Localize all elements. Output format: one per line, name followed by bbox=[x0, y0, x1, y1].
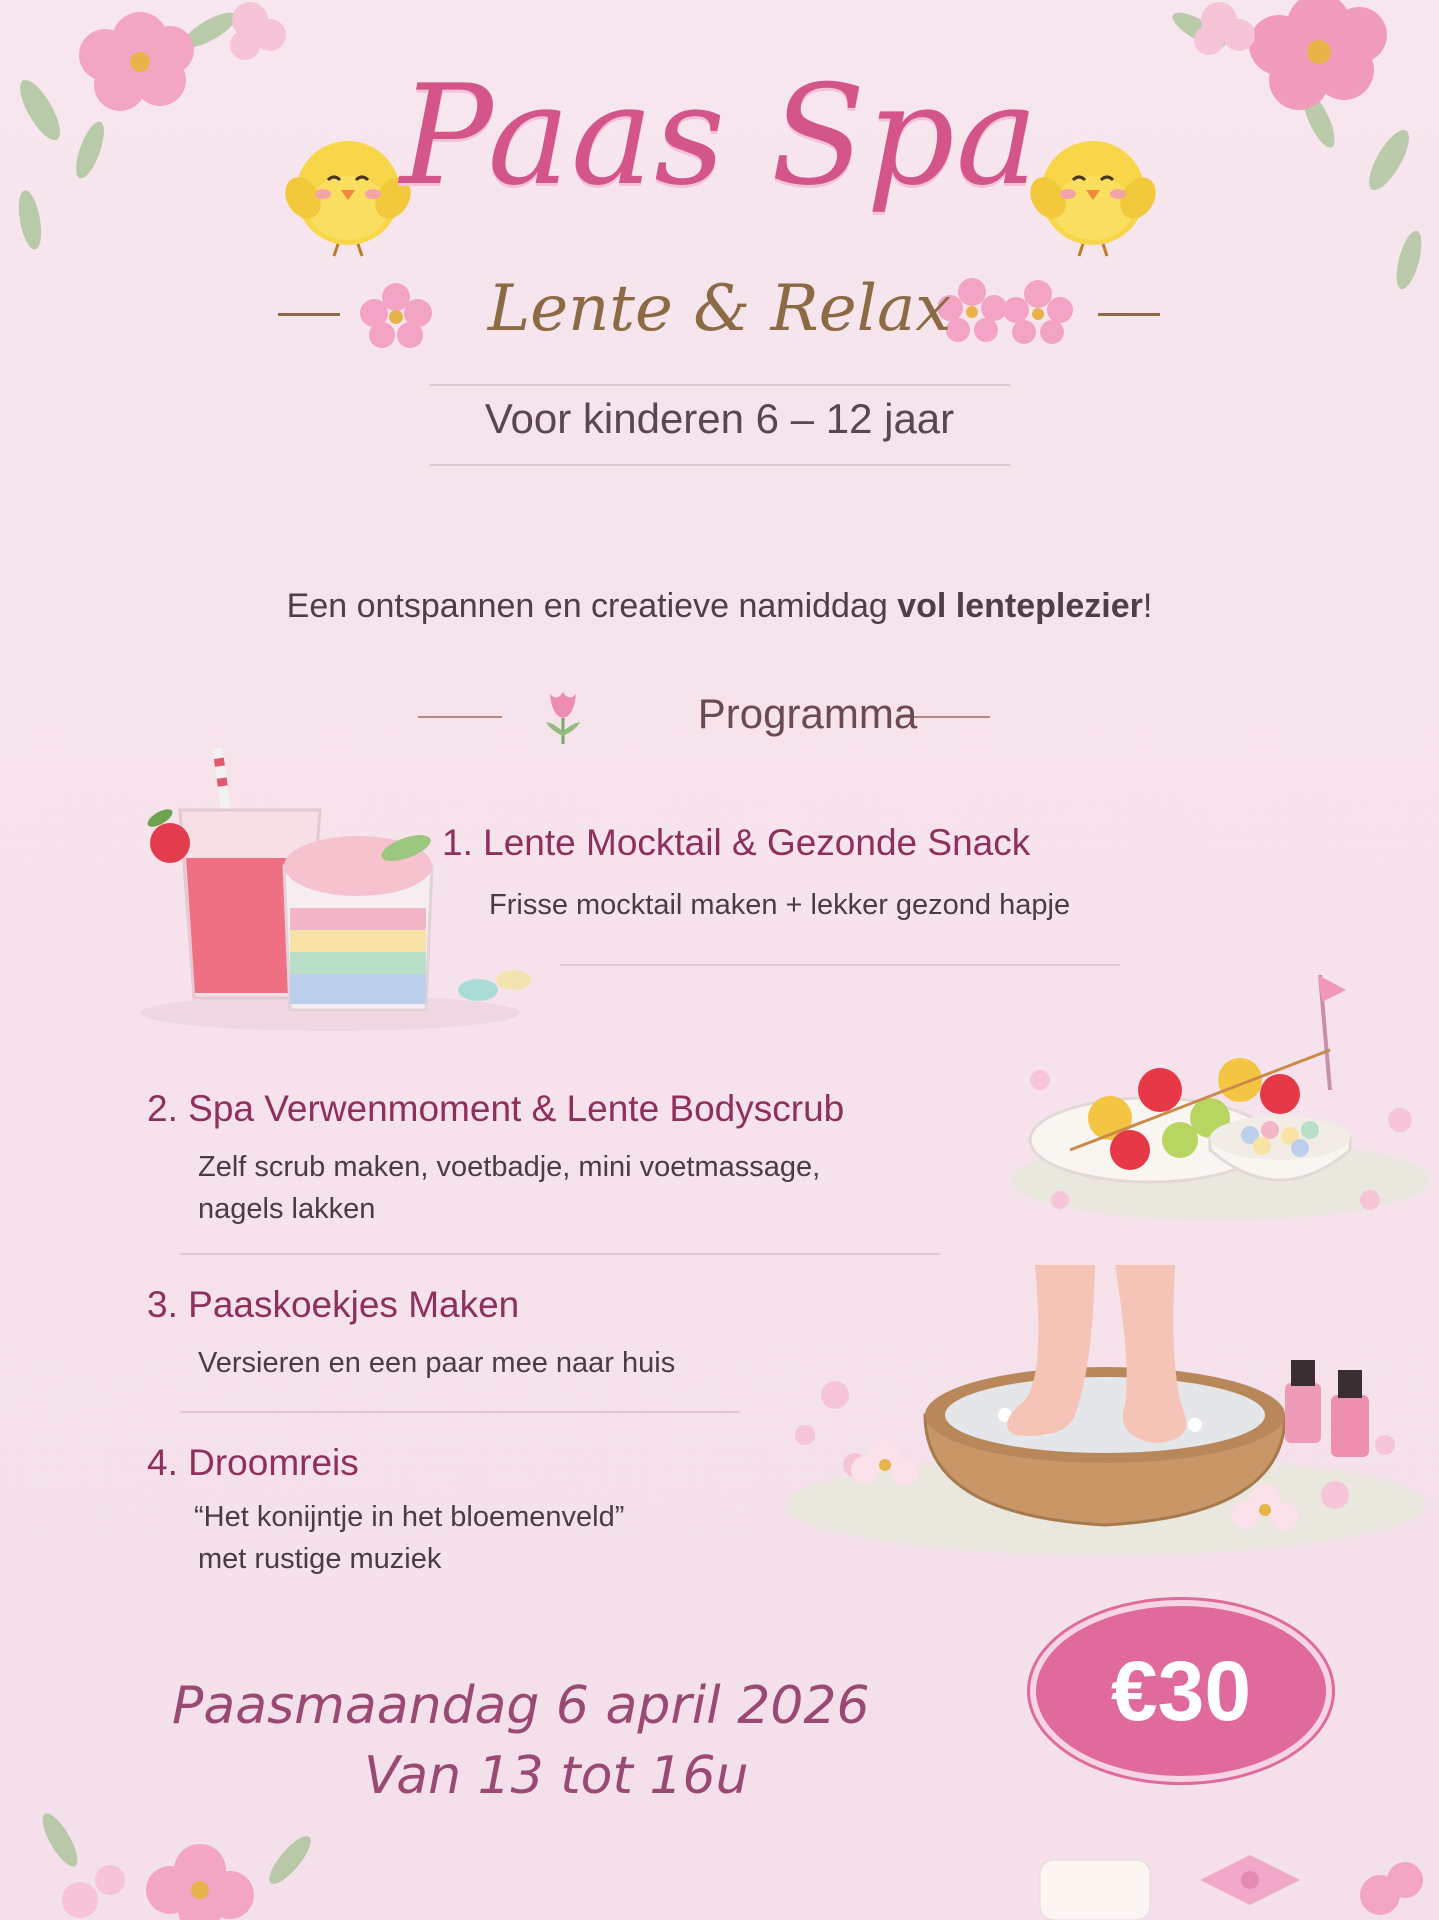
price-badge bbox=[1030, 1600, 1332, 1782]
divider-2 bbox=[180, 1253, 940, 1255]
program-heading: Programma bbox=[697, 690, 918, 737]
program-item-2-desc-line-2: nagels lakken bbox=[198, 1193, 376, 1225]
page-subtitle: Lente & Relax bbox=[487, 272, 952, 346]
event-time: Van 13 tot 16u bbox=[364, 1746, 749, 1806]
foot-bath-illustration bbox=[775, 1265, 1439, 1565]
divider-1 bbox=[560, 964, 1120, 966]
program-item-3-desc: Versieren en een paar mee naar huis bbox=[198, 1347, 676, 1379]
age-line-top bbox=[430, 384, 1010, 386]
bottom-left-flowers-icon bbox=[0, 1780, 360, 1920]
event-date: Paasmaandag 6 april 2026 bbox=[172, 1676, 870, 1736]
intro-plain: Een ontspannen en creatieve namiddag bbox=[286, 587, 898, 625]
program-item-1-title: 1. Lente Mocktail & Gezonde Snack bbox=[442, 822, 1031, 863]
price-text: €30 bbox=[1110, 1643, 1252, 1738]
fruit-skewer-illustration bbox=[1000, 970, 1439, 1230]
audience-text: Voor kinderen 6 – 12 jaar bbox=[484, 395, 955, 442]
intro-text bbox=[0, 587, 1439, 626]
intro-end: ! bbox=[1142, 587, 1153, 625]
program-item-2-title: 2. Spa Verwenmoment & Lente Bodyscrub bbox=[147, 1088, 845, 1129]
program-item-3-title: 3. Paaskoekjes Maken bbox=[147, 1284, 520, 1325]
program-item-1-desc: Frisse mocktail maken + lekker gezond hapje bbox=[489, 889, 1071, 921]
age-line-bottom bbox=[430, 464, 1010, 466]
divider-3 bbox=[180, 1411, 740, 1413]
program-item-4-desc-line-1: “Het konijntje in het bloemenveld” bbox=[194, 1501, 625, 1533]
intro-bold: vol lenteplezier bbox=[897, 587, 1143, 625]
program-item-2-desc-line-1: Zelf scrub maken, voetbadje, mini voetmassage, bbox=[198, 1151, 821, 1183]
page-title: Paas Spa bbox=[399, 55, 1040, 216]
bottom-right-bow-icon bbox=[1020, 1840, 1439, 1920]
program-item-4-desc-line-2: met rustige muziek bbox=[198, 1543, 442, 1575]
program-item-4-title: 4. Droomreis bbox=[147, 1442, 359, 1483]
